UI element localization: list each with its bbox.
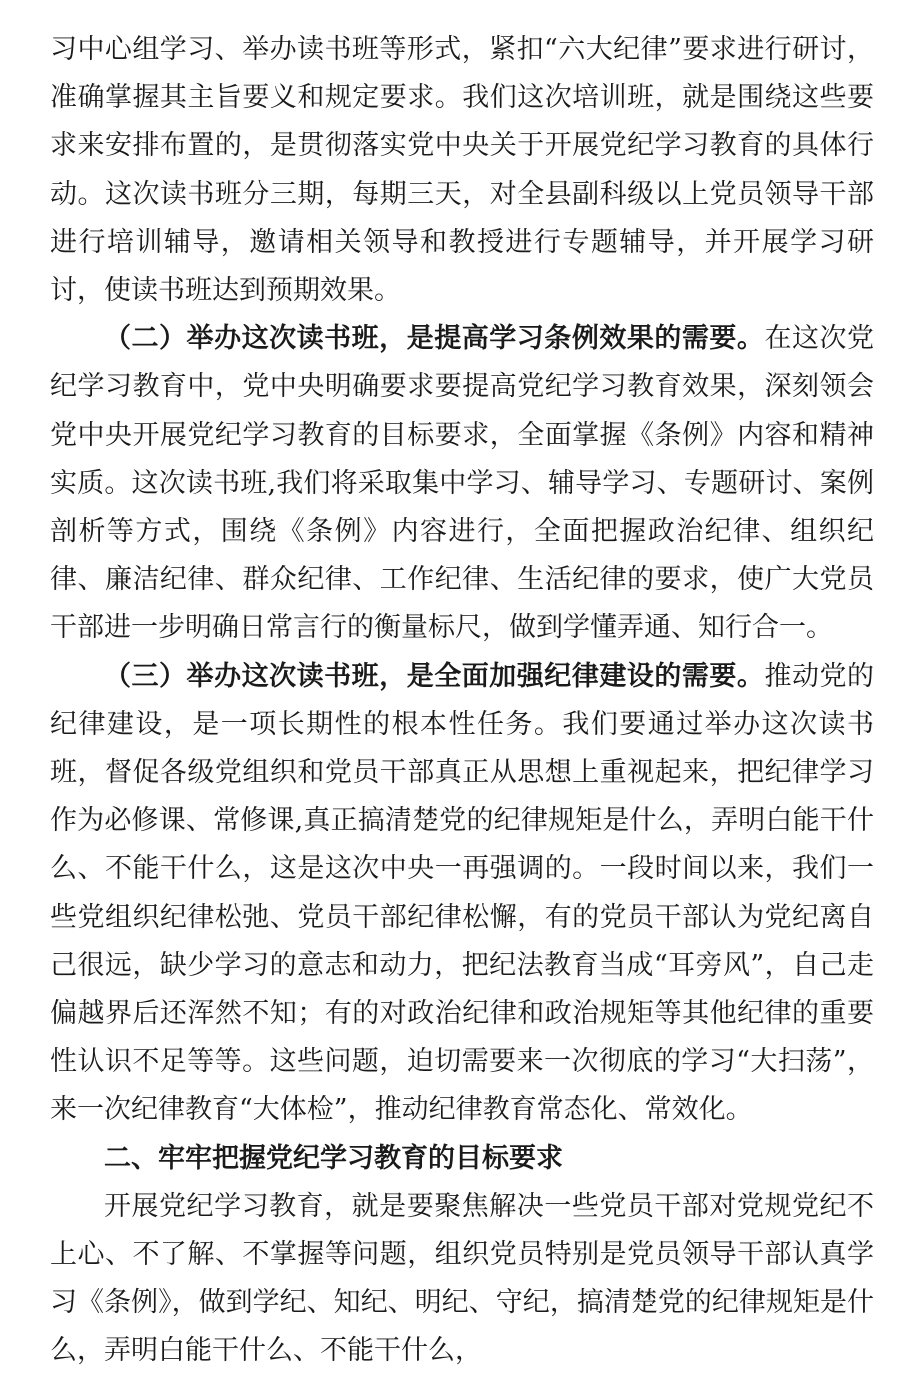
paragraph-text: 开展党纪学习教育，就是要聚焦解决一些党员干部对党规党纪不上心、不了解、不掌握等问题，组织党员特别是党员领导干部认真学习《条例》，做到学纪、知纪、明纪、守纪，搞清楚党的纪律规矩是什么，弄明白能干什么、不能干什么， [50, 1190, 874, 1367]
paragraph-lead: （三）举办这次读书班，是全面加强纪律建设的需要。 [104, 660, 765, 692]
paragraph-point-three [50, 653, 874, 1135]
section-heading: 二、牢牢把握党纪学习教育的目标要求 [104, 1142, 563, 1174]
paragraph-text: 习中心组学习、举办读书班等形式，紧扣“六大纪律”要求进行研讨，准确掌握其主旨要义和规定要求。我们这次培训班，就是围绕这些要求来安排布置的，是贯彻落实党中央关于开展党纪学习教育的具体行动。这次读书班分三期，每期三天，对全县副科级以上党员领导干部进行培训辅导，邀请相关领导和教授进行专题辅导，并开展学习研讨，使读书班达到预期效果。 [50, 34, 874, 307]
paragraph-text: 在这次党纪学习教育中，党中央明确要求要提高党纪学习教育效果，深刻领会党中央开展党纪学习教育的目标要求，全面掌握《条例》内容和精神实质。这次读书班,我们将采取集中学习、辅导学习、专题研讨、案例剖析等方式，围绕《条例》内容进行，全面把握政治纪律、组织纪律、廉洁纪律、群众纪律、工作纪律、生活纪律的要求，使广大党员干部进一步明确日常言行的衡量标尺，做到学懂弄通、知行合一。 [50, 323, 875, 644]
paragraph-lead: （二）举办这次读书班，是提高学习条例效果的需要。 [104, 323, 765, 355]
paragraph-final [50, 1183, 874, 1376]
document-page [50, 26, 874, 1376]
paragraph-text: 推动党的纪律建设，是一项长期性的根本性任务。我们要通过举办这次读书班，督促各级党组织和党员干部真正从思想上重视起来，把纪律学习作为必修课、常修课,真正搞清楚党的纪律规矩是什么，弄明白能干什么、不能干什么，这是这次中央一再强调的。一段时间以来，我们一些党组织纪律松弛、党员干部纪律松懈，有的党员干部认为党纪离自己很远，缺少学习的意志和动力，把纪法教育当成“耳旁风”，自己走偏越界后还浑然不知；有的对政治纪律和政治规矩等其他纪律的重要性认识不足等等。这些问题，迫切需要来一次彻底的学习“大扫荡”，来一次纪律教育“大体检”，推动纪律教育常态化、常效化。 [50, 660, 875, 1126]
paragraph-continuation [50, 26, 874, 315]
paragraph-point-two [50, 315, 874, 652]
